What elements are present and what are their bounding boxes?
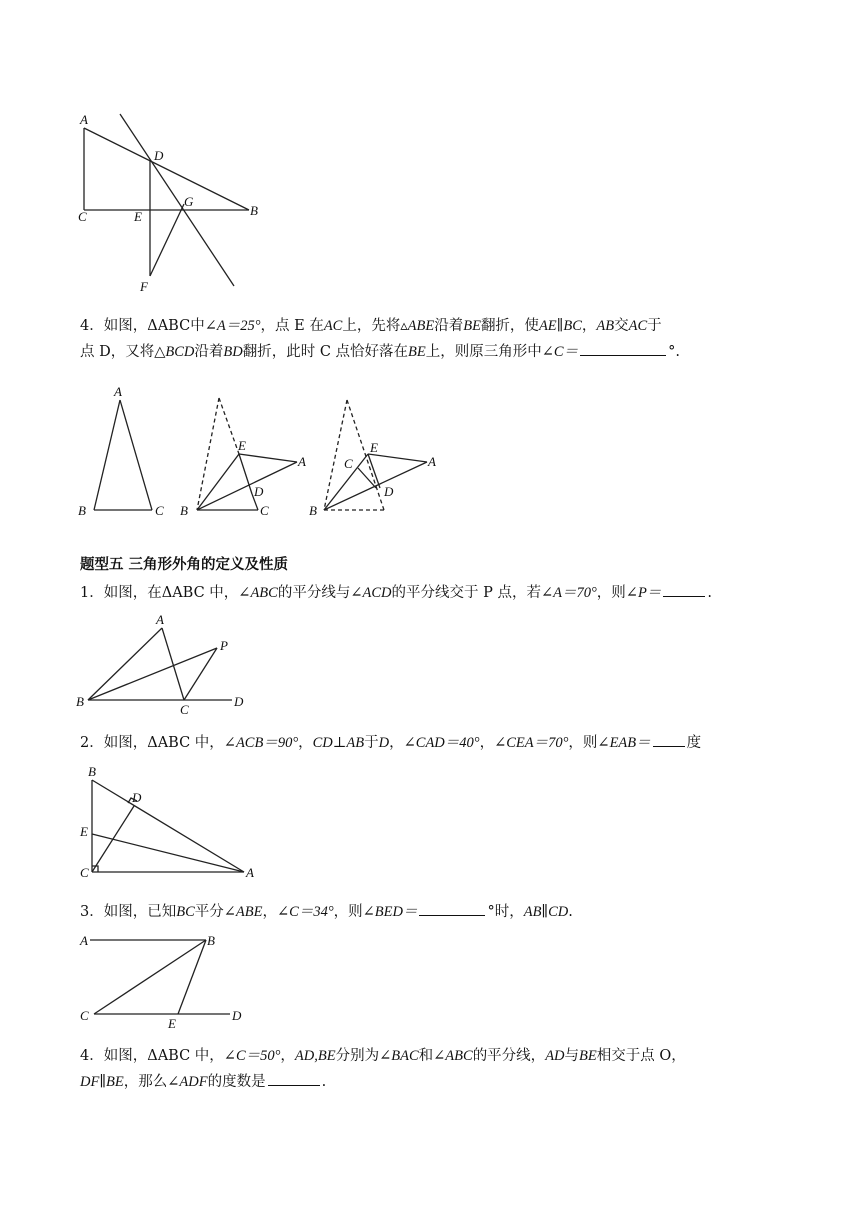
point-label: A — [246, 865, 254, 880]
point-label: C — [180, 702, 189, 717]
figure-angle-bisector — [72, 610, 262, 720]
question-3: 3．如图，已知BC平分∠ABE，∠C＝34°，则∠BED＝ °时，AB∥CD. — [80, 899, 785, 925]
point-label: D — [384, 484, 394, 499]
section-title: 题型五 三角形外角的定义及性质 — [80, 557, 289, 573]
question-line: 点 D，又将△BCD沿着BD翻折，此时 C 点恰好落在BE上，则原三角形中∠C＝ °. — [80, 339, 785, 365]
point-label: A — [114, 384, 122, 399]
point-label: D — [132, 790, 142, 805]
point-label: B — [250, 203, 258, 218]
point-label: B — [76, 694, 84, 709]
point-label: C — [260, 503, 269, 518]
question-4-bisectors — [80, 1043, 785, 1095]
point-label: F — [140, 279, 148, 294]
point-label: C — [80, 865, 89, 880]
figure-triangle-fold-1 — [72, 108, 272, 298]
figure-parallel-lines — [72, 926, 262, 1034]
question-2: 2．如图，ΔABC 中，∠ACB＝90°，CD⊥AB于D，∠CAD＝40°，∠CEA＝70°，则∠EAB＝ 度 — [80, 730, 785, 756]
question-line: DF∥BE，那么∠ADF的度数是 . — [80, 1069, 785, 1095]
question-1: 1．如图，在ΔABC 中，∠ABC的平分线与∠ACD的平分线交于 P 点，若∠A＝70°，则∠P＝ . — [80, 580, 785, 606]
point-label: A — [428, 454, 436, 469]
point-label: B — [207, 933, 215, 948]
point-label: E — [134, 209, 142, 224]
point-label: D — [232, 1008, 242, 1023]
point-label: G — [184, 194, 194, 209]
point-label: D — [254, 484, 264, 499]
point-label: E — [370, 440, 378, 455]
answer-blank[interactable] — [653, 732, 685, 747]
point-label: E — [80, 824, 88, 839]
point-label: D — [234, 694, 244, 709]
point-label: C — [155, 503, 164, 518]
point-label: B — [309, 503, 317, 518]
question-4-fold — [80, 313, 785, 365]
answer-blank[interactable] — [268, 1071, 320, 1086]
point-label: B — [88, 764, 96, 779]
figure-right-triangle — [72, 762, 272, 886]
answer-blank[interactable] — [663, 582, 705, 597]
point-label: B — [78, 503, 86, 518]
point-label: C — [344, 456, 353, 471]
point-label: P — [220, 638, 228, 653]
question-line: 4．如图，ΔABC 中，∠C＝50°，AD,BE分别为∠BAC和∠ABC的平分线，AD与BE相交于点 O， — [80, 1048, 686, 1064]
point-label: A — [298, 454, 306, 469]
point-label: E — [168, 1016, 176, 1031]
point-label: E — [238, 438, 246, 453]
answer-blank[interactable] — [419, 901, 485, 916]
point-label: C — [78, 209, 87, 224]
point-label: A — [80, 112, 88, 127]
point-label: D — [154, 148, 164, 163]
answer-blank[interactable] — [580, 341, 666, 356]
point-label: A — [80, 933, 88, 948]
point-label: C — [80, 1008, 89, 1023]
point-label: B — [180, 503, 188, 518]
figure-triangle-fold-2 — [72, 384, 452, 524]
point-label: A — [156, 612, 164, 627]
question-line: 4．如图，ΔABC中∠A＝25°，点 E 在AC上，先将▵ABE沿着BE翻折，使AE∥BC，AB交AC于 — [80, 318, 662, 334]
